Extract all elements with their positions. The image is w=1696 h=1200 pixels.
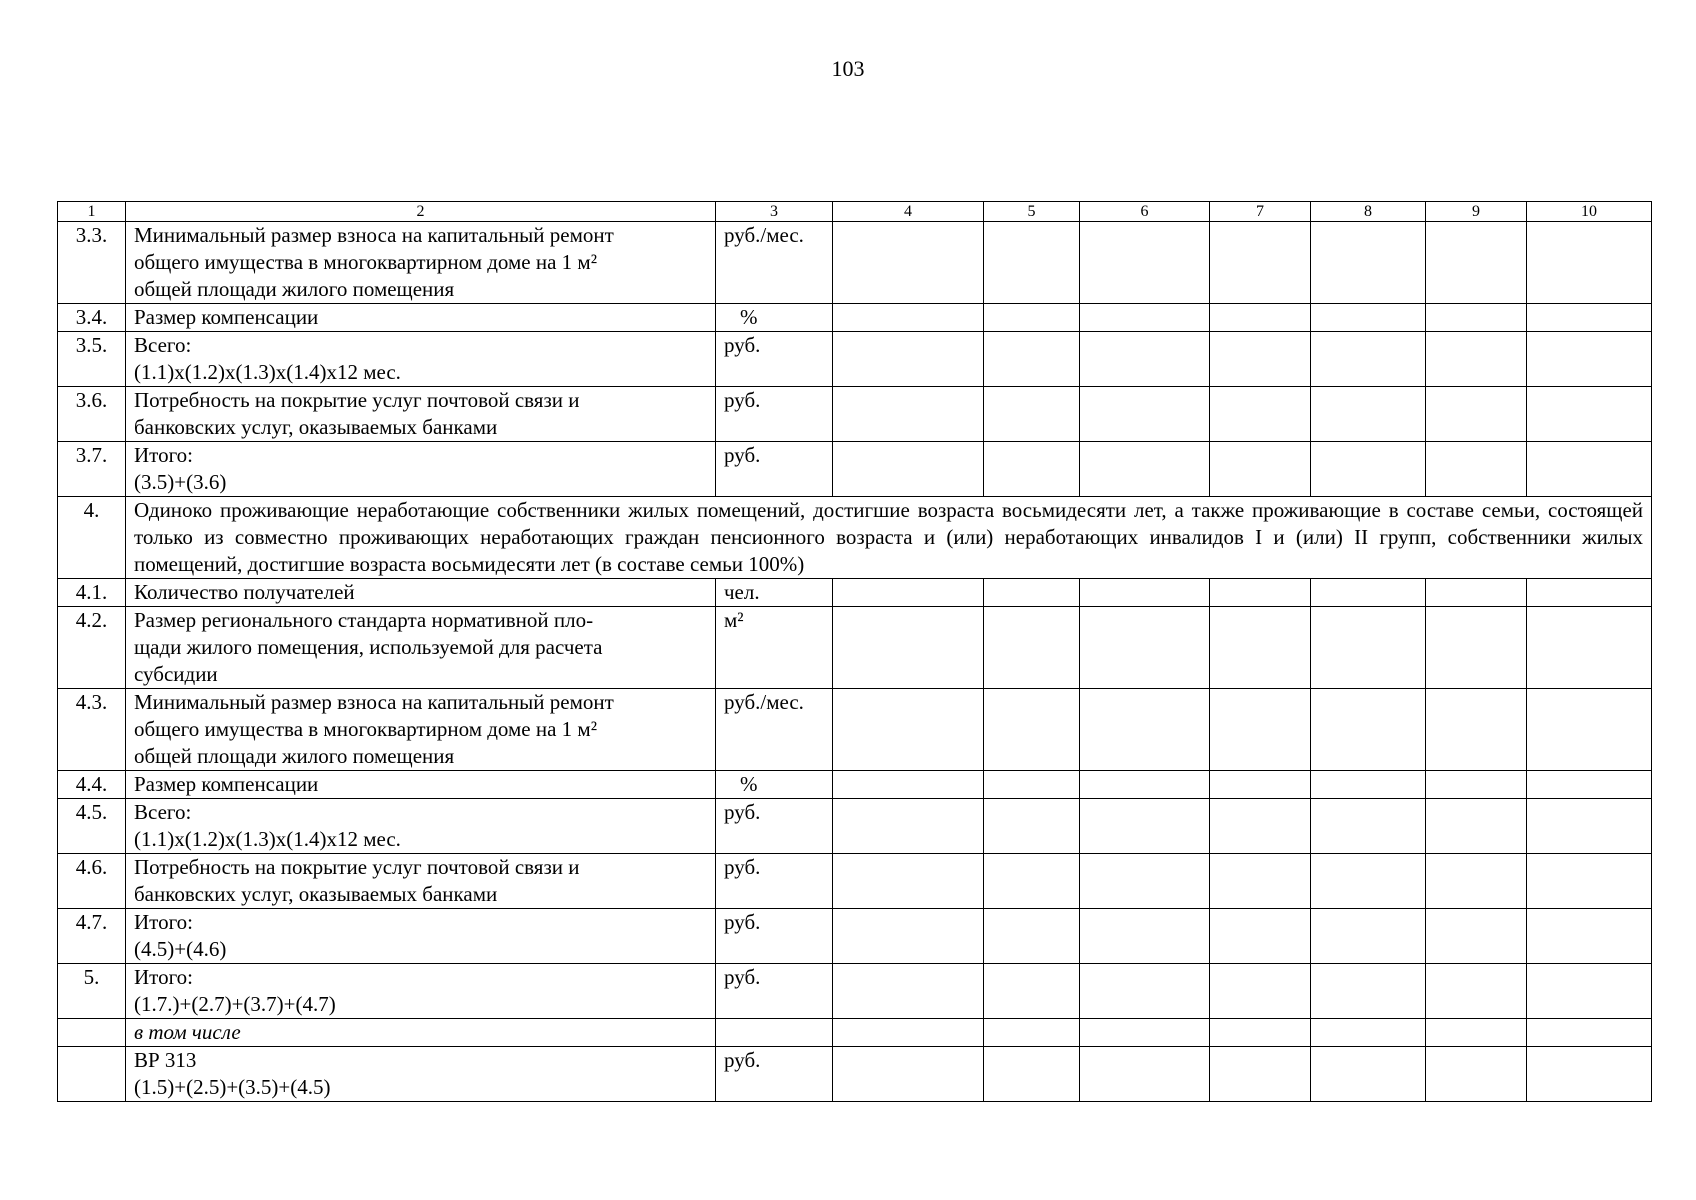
value-cell (833, 799, 984, 854)
row-description (126, 332, 716, 387)
description-line: Размер компенсации (134, 305, 319, 329)
value-cell (984, 304, 1080, 332)
unit-label: % (740, 772, 758, 796)
unit-cell (716, 854, 833, 909)
table-row (58, 689, 1652, 771)
unit-cell (716, 799, 833, 854)
column-header: 2 (126, 202, 716, 222)
row-description (126, 799, 716, 854)
value-cell (1210, 689, 1311, 771)
value-cell (984, 854, 1080, 909)
description-line: Потребность на покрытие услуг почтовой связи и (134, 855, 580, 879)
value-cell (1311, 579, 1426, 607)
description-line: Минимальный размер взноса на капитальный ремонт (134, 223, 614, 247)
value-cell (1311, 771, 1426, 799)
value-cell (1210, 442, 1311, 497)
unit-cell (716, 1047, 833, 1102)
unit-label: % (740, 305, 758, 329)
value-cell (833, 909, 984, 964)
value-cell (833, 222, 984, 304)
value-cell (833, 304, 984, 332)
column-header: 5 (984, 202, 1080, 222)
value-cell (833, 1047, 984, 1102)
value-cell (1311, 1047, 1426, 1102)
value-cell (1527, 909, 1652, 964)
table-row (58, 607, 1652, 689)
row-number (58, 1019, 126, 1047)
row-description (126, 579, 716, 607)
value-cell (1080, 442, 1210, 497)
row-number: 4. (58, 497, 126, 579)
value-cell (833, 689, 984, 771)
row-number: 3.7. (58, 442, 126, 497)
table-row (58, 964, 1652, 1019)
row-number: 4.2. (58, 607, 126, 689)
value-cell (1426, 387, 1527, 442)
unit-label: руб. (724, 333, 761, 357)
description-line: (1.1)x(1.2)x(1.3)x(1.4)x12 мес. (134, 827, 401, 851)
value-cell (1426, 579, 1527, 607)
description-line: Итого: (134, 910, 193, 934)
value-cell (984, 1019, 1080, 1047)
value-cell (984, 607, 1080, 689)
description-line: банковских услуг, оказываемых банками (134, 882, 498, 906)
unit-label: руб. (724, 965, 761, 989)
value-cell (833, 579, 984, 607)
value-cell (984, 799, 1080, 854)
row-number: 4.4. (58, 771, 126, 799)
value-cell (833, 607, 984, 689)
value-cell (1527, 579, 1652, 607)
value-cell (1426, 689, 1527, 771)
value-cell (1527, 304, 1652, 332)
row-description (126, 607, 716, 689)
value-cell (1080, 771, 1210, 799)
description-line: в том числе (134, 1020, 241, 1044)
row-number: 3.4. (58, 304, 126, 332)
value-cell (1426, 304, 1527, 332)
value-cell (833, 771, 984, 799)
value-cell (1426, 332, 1527, 387)
row-description (126, 304, 716, 332)
description-line: щади жилого помещения, используемой для расчета (134, 635, 603, 659)
column-header-row (58, 202, 1652, 222)
value-cell (984, 579, 1080, 607)
table-body (58, 202, 1652, 1102)
table-row (58, 387, 1652, 442)
value-cell (1527, 771, 1652, 799)
unit-cell (716, 1019, 833, 1047)
unit-label: руб./мес. (724, 690, 804, 714)
row-number: 3.5. (58, 332, 126, 387)
description-line: Размер компенсации (134, 772, 319, 796)
description-line: Потребность на покрытие услуг почтовой связи и (134, 388, 580, 412)
description-line: Минимальный размер взноса на капитальный ремонт (134, 690, 614, 714)
table-row (58, 799, 1652, 854)
value-cell (1210, 854, 1311, 909)
value-cell (1311, 607, 1426, 689)
value-cell (1527, 689, 1652, 771)
description-line: ВР 313 (134, 1048, 197, 1072)
description-line: Итого: (134, 965, 193, 989)
table-row (58, 497, 1652, 579)
value-cell (984, 222, 1080, 304)
value-cell (1426, 1047, 1527, 1102)
unit-label: руб. (724, 855, 761, 879)
value-cell (1080, 1047, 1210, 1102)
section-description: Одиноко проживающие неработающие собственники жилых помещений, достигшие возраста восьмидесяти лет, а также проживающие в составе семьи, состоящей только из совместно проживающих неработающих граждан пенсионного возраста и (или) неработающих инвалидов I и (или) II групп, собственники жилых помещений, достигшие возраста восьмидесяти лет (в составе семьи 100%) (126, 497, 1652, 579)
value-cell (1527, 799, 1652, 854)
column-header: 4 (833, 202, 984, 222)
value-cell (1426, 909, 1527, 964)
page-number: 103 (831, 56, 865, 81)
unit-label: руб. (724, 800, 761, 824)
value-cell (1311, 1019, 1426, 1047)
value-cell (1527, 332, 1652, 387)
table-row (58, 1047, 1652, 1102)
value-cell (1080, 689, 1210, 771)
row-description (126, 771, 716, 799)
row-description (126, 909, 716, 964)
value-cell (1210, 1019, 1311, 1047)
column-header: 6 (1080, 202, 1210, 222)
value-cell (1311, 222, 1426, 304)
unit-cell (716, 222, 833, 304)
value-cell (984, 689, 1080, 771)
description-line: банковских услуг, оказываемых банками (134, 415, 498, 439)
value-cell (984, 771, 1080, 799)
unit-label: руб. (724, 910, 761, 934)
column-header: 9 (1426, 202, 1527, 222)
table-row (58, 579, 1652, 607)
value-cell (1527, 442, 1652, 497)
value-cell (1210, 607, 1311, 689)
description-line: (4.5)+(4.6) (134, 937, 227, 961)
value-cell (1080, 607, 1210, 689)
value-cell (1210, 964, 1311, 1019)
value-cell (1311, 387, 1426, 442)
value-cell (1311, 304, 1426, 332)
value-cell (984, 387, 1080, 442)
row-number: 5. (58, 964, 126, 1019)
description-line: общего имущества в многоквартирном доме на 1 м² (134, 250, 598, 274)
value-cell (1311, 964, 1426, 1019)
value-cell (1527, 854, 1652, 909)
description-line: (3.5)+(3.6) (134, 470, 227, 494)
value-cell (1311, 442, 1426, 497)
value-cell (1311, 332, 1426, 387)
row-description (126, 964, 716, 1019)
unit-label: руб. (724, 443, 761, 467)
column-header: 7 (1210, 202, 1311, 222)
row-description (126, 222, 716, 304)
row-number (58, 1047, 126, 1102)
value-cell (1426, 799, 1527, 854)
value-cell (1527, 964, 1652, 1019)
value-cell (984, 442, 1080, 497)
value-cell (1210, 909, 1311, 964)
description-line: общей площади жилого помещения (134, 277, 455, 301)
row-description (126, 689, 716, 771)
value-cell (1080, 799, 1210, 854)
value-cell (1527, 607, 1652, 689)
unit-label: руб./мес. (724, 223, 804, 247)
unit-cell (716, 442, 833, 497)
description-line: (1.1)x(1.2)x(1.3)x(1.4)x12 мес. (134, 360, 401, 384)
table-row (58, 222, 1652, 304)
value-cell (1527, 1019, 1652, 1047)
value-cell (1527, 387, 1652, 442)
description-line: Размер регионального стандарта нормативной пло- (134, 608, 594, 632)
value-cell (1080, 304, 1210, 332)
value-cell (1080, 387, 1210, 442)
unit-label: м² (724, 608, 744, 632)
table-row (58, 909, 1652, 964)
value-cell (833, 964, 984, 1019)
value-cell (1426, 222, 1527, 304)
value-cell (984, 909, 1080, 964)
value-cell (833, 387, 984, 442)
value-cell (1080, 854, 1210, 909)
unit-cell (716, 304, 833, 332)
value-cell (1210, 222, 1311, 304)
value-cell (1210, 332, 1311, 387)
table-row (58, 332, 1652, 387)
value-cell (984, 964, 1080, 1019)
unit-cell (716, 607, 833, 689)
value-cell (984, 1047, 1080, 1102)
value-cell (1080, 909, 1210, 964)
table-row (58, 304, 1652, 332)
description-line: (1.5)+(2.5)+(3.5)+(4.5) (134, 1075, 331, 1099)
value-cell (1426, 1019, 1527, 1047)
column-header: 1 (58, 202, 126, 222)
description-line: Количество получателей (134, 580, 355, 604)
unit-label: руб. (724, 388, 761, 412)
value-cell (1210, 799, 1311, 854)
value-cell (1426, 442, 1527, 497)
table-row (58, 771, 1652, 799)
value-cell (1311, 909, 1426, 964)
unit-label: руб. (724, 1048, 761, 1072)
description-line: Итого: (134, 443, 193, 467)
value-cell (1527, 1047, 1652, 1102)
unit-cell (716, 387, 833, 442)
row-number: 4.7. (58, 909, 126, 964)
unit-label: чел. (724, 580, 760, 604)
column-header: 3 (716, 202, 833, 222)
row-number: 4.6. (58, 854, 126, 909)
value-cell (833, 442, 984, 497)
value-cell (833, 332, 984, 387)
value-cell (1080, 332, 1210, 387)
description-line: Всего: (134, 333, 192, 357)
unit-cell (716, 964, 833, 1019)
value-cell (1210, 579, 1311, 607)
value-cell (1527, 222, 1652, 304)
value-cell (1210, 1047, 1311, 1102)
value-cell (1210, 771, 1311, 799)
description-line: общей площади жилого помещения (134, 744, 455, 768)
value-cell (1426, 854, 1527, 909)
column-header: 10 (1527, 202, 1652, 222)
row-number: 4.3. (58, 689, 126, 771)
value-cell (1426, 771, 1527, 799)
table-row (58, 854, 1652, 909)
value-cell (1080, 579, 1210, 607)
row-number: 4.1. (58, 579, 126, 607)
row-description (126, 1019, 716, 1047)
value-cell (1311, 854, 1426, 909)
unit-cell (716, 689, 833, 771)
value-cell (1426, 964, 1527, 1019)
unit-cell (716, 332, 833, 387)
description-line: (1.7.)+(2.7)+(3.7)+(4.7) (134, 992, 336, 1016)
row-number: 3.3. (58, 222, 126, 304)
value-cell (1080, 1019, 1210, 1047)
value-cell (833, 854, 984, 909)
value-cell (1080, 964, 1210, 1019)
row-description (126, 442, 716, 497)
value-cell (1210, 304, 1311, 332)
row-number: 3.6. (58, 387, 126, 442)
description-line: Всего: (134, 800, 192, 824)
row-description (126, 387, 716, 442)
unit-cell (716, 579, 833, 607)
row-description (126, 854, 716, 909)
value-cell (984, 332, 1080, 387)
row-description (126, 1047, 716, 1102)
description-line: общего имущества в многоквартирном доме на 1 м² (134, 717, 598, 741)
unit-cell (716, 909, 833, 964)
column-header: 8 (1311, 202, 1426, 222)
value-cell (1426, 607, 1527, 689)
value-cell (1311, 799, 1426, 854)
compensation-table (57, 201, 1652, 1102)
table-row (58, 442, 1652, 497)
value-cell (1080, 222, 1210, 304)
value-cell (1210, 387, 1311, 442)
value-cell (833, 1019, 984, 1047)
description-line: субсидии (134, 662, 218, 686)
row-number: 4.5. (58, 799, 126, 854)
unit-cell (716, 771, 833, 799)
table-row (58, 1019, 1652, 1047)
value-cell (1311, 689, 1426, 771)
